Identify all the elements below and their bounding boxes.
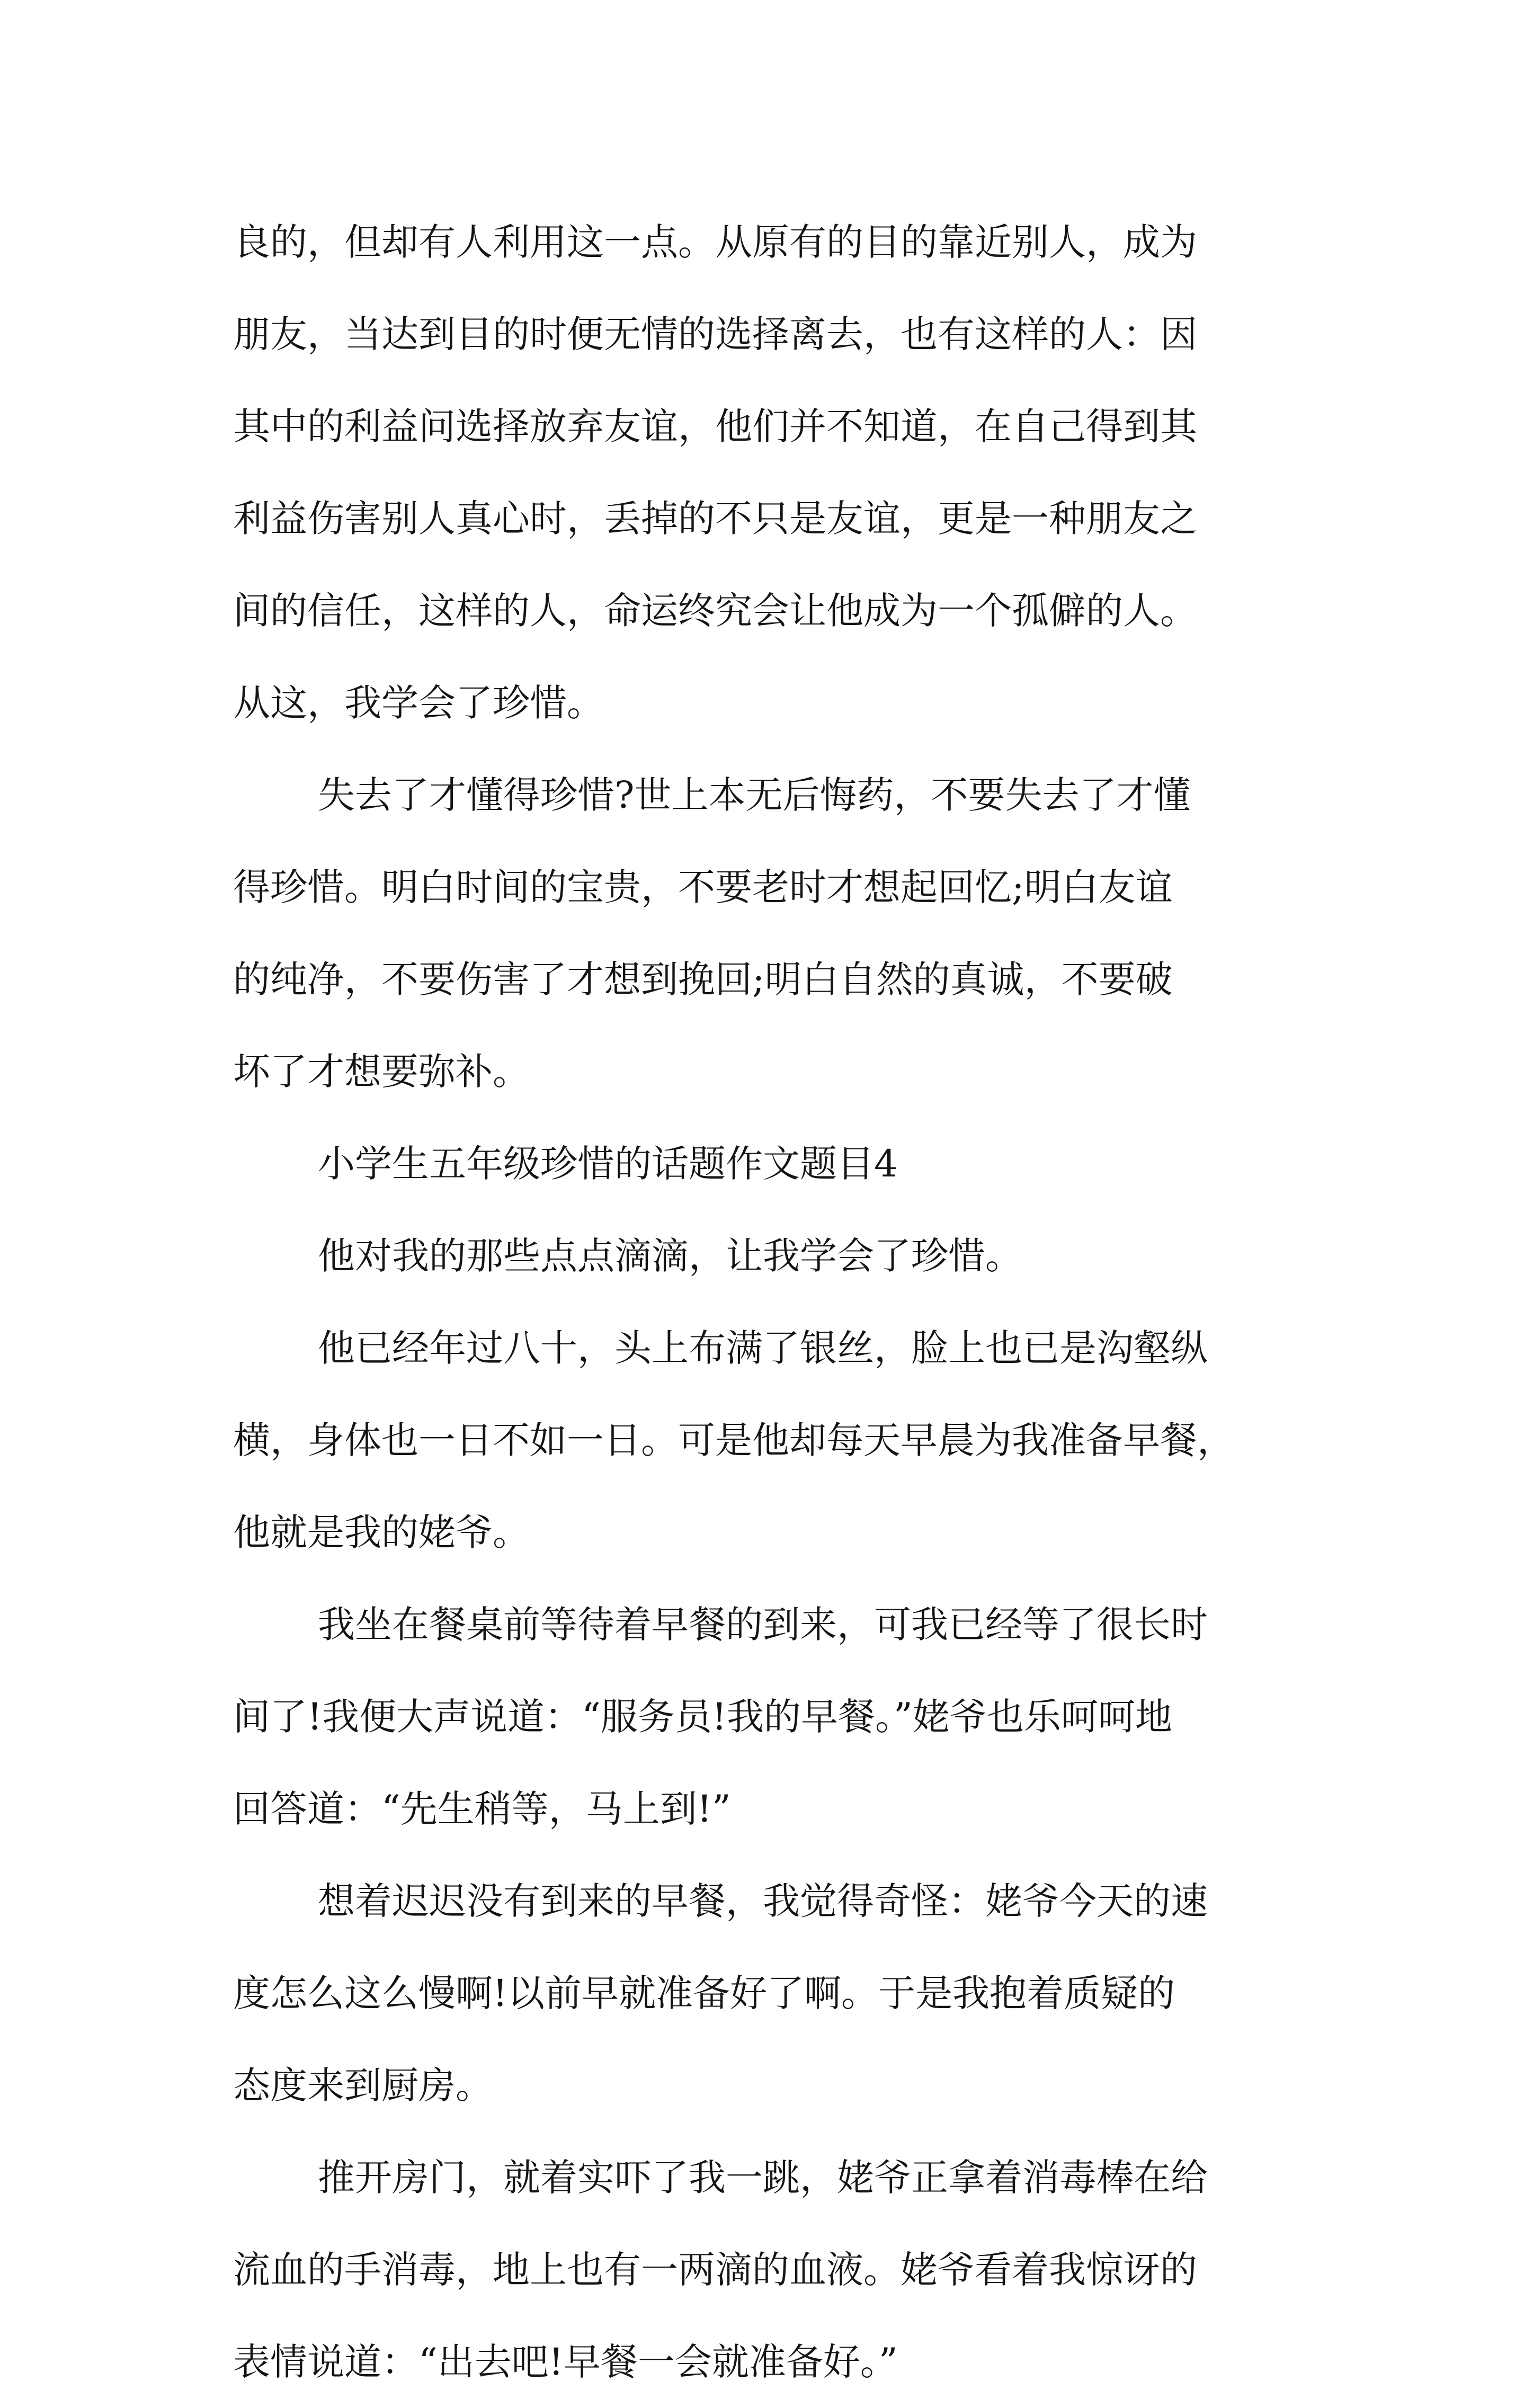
paragraph-first-line: 他对我的那些点点滴滴，让我学会了珍惜。	[318, 1234, 1022, 1278]
essay-body	[233, 196, 1303, 2408]
paragraph-first-line: 想着迟迟没有到来的早餐，我觉得奇怪：姥爷今天的速	[318, 1879, 1208, 1923]
text-line: 度怎么这么慢啊!以前早就准备好了啊。于是我抱着质疑的	[233, 1972, 1175, 2015]
text-line: 横，身体也一日不如一日。可是他却每天早晨为我准备早餐，	[233, 1419, 1234, 1462]
paragraph-first-line: 推开房门，就着实吓了我一跳，姥爷正拿着消毒棒在给	[318, 2156, 1208, 2199]
paragraph-first-line: 失去了才懂得珍惜?世上本无后悔药，不要失去了才懂	[318, 773, 1191, 817]
text-line: 间的信任，这样的人，命运终究会让他成为一个孤僻的人。	[233, 589, 1197, 632]
text-line: 其中的利益问选择放弃友谊，他们并不知道，在自己得到其	[233, 405, 1197, 448]
paragraph-first-line: 我坐在餐桌前等待着早餐的到来，可我已经等了很长时	[318, 1603, 1208, 1646]
text-line: 他就是我的姥爷。	[233, 1511, 530, 1554]
text-line: 朋友，当达到目的时便无情的选择离去，也有这样的人：因	[233, 313, 1197, 356]
text-line: 良的，但却有人利用这一点。从原有的目的靠近别人，成为	[233, 220, 1197, 264]
text-line: 坏了才想要弥补。	[233, 1050, 530, 1093]
text-line: 得珍惜。明白时间的宝贵，不要老时才想起回忆;明白友谊	[233, 866, 1173, 909]
paragraph-first-line: 他已经年过八十，头上布满了银丝，脸上也已是沟壑纵	[318, 1326, 1208, 1370]
text-line: 利益伤害别人真心时，丢掉的不只是友谊，更是一种朋友之	[233, 497, 1197, 540]
text-line: 流血的手消毒，地上也有一两滴的血液。姥爷看着我惊讶的	[233, 2248, 1197, 2291]
text-line: 表情说道：“出去吧!早餐一会就准备好。”	[233, 2340, 898, 2384]
section-heading: 小学生五年级珍惜的话题作文题目4	[318, 1142, 898, 1185]
text-line: 间了!我便大声说道：“服务员!我的早餐。”姥爷也乐呵呵地	[233, 1695, 1172, 1738]
text-line: 态度来到厨房。	[233, 2064, 493, 2107]
text-line: 回答道：“先生稍等，马上到!”	[233, 1787, 731, 1831]
text-line: 的纯净，不要伤害了才想到挽回;明白自然的真诚，不要破	[233, 958, 1173, 1001]
text-line: 从这，我学会了珍惜。	[233, 681, 604, 725]
